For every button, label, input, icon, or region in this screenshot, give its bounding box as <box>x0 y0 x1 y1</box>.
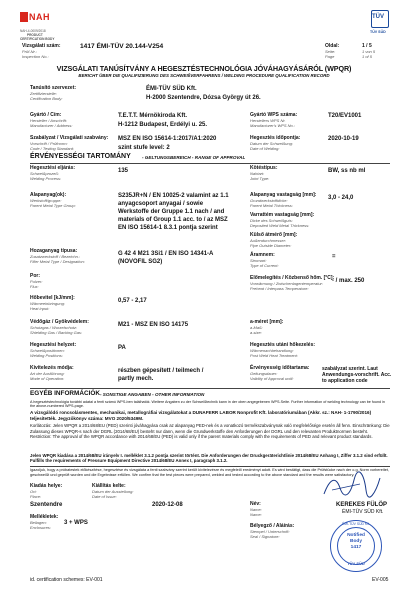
diameter-sub2: Pipe Outside Diameter: <box>250 243 292 248</box>
mode-sub1: Art der Ausführung: <box>30 371 65 376</box>
code-sub1: Vorschrift / Prüfnorm: <box>30 141 68 146</box>
other-info-para-1: A hegesztéstechnológia további adatai a fenti számú WPS-ben találhatók. Weitere Angaben zu der Schweißtechnik kann in der oben angegebenen WPS-Seite. Further information of welding technology can be found in the above-numbered WPS-page. <box>30 400 385 409</box>
a-size-sub1: a-Maß: <box>250 325 263 330</box>
diameter-sub1: Außendurchmesser: <box>250 238 287 243</box>
deposit-sub1: Dicke des Schweißguts: <box>250 218 293 223</box>
joint-type-sub1: Nahtart: <box>250 171 265 176</box>
page-label: Oldal: <box>325 43 340 49</box>
signer-name-sub1: Name: <box>250 507 262 512</box>
thickness-value: 3,0 - 24,0 <box>328 195 354 201</box>
code-label: Szabályzat / Vizsgálati szabvány: <box>30 135 109 141</box>
positions-value: PA <box>118 345 126 351</box>
page-subtitle: BERICHT ÜBER DIE QUALIFIZIERUNG DES SCHWEIßVERFAHRENS / WELDING PROCEDURE QUALIFICATION RECORD <box>78 73 330 78</box>
preheat-sub2: Preheat / Interpass Temperature: <box>250 286 309 291</box>
other-info-para-2: A vizsgálódó roncsolásmentes, mechanikai, metallográfiai vizsgálatokat a DUNAFERR LABOR Nonprofit Kft. laboratóriumában (Akkr. sz.: NAH- 1-1790/2016) teljesítették. Jegyzőkönyv száma: MVO 2020/5349M. <box>30 410 372 421</box>
cert-body-value: ÉMI-TÜV SÜD Kft. <box>146 86 197 92</box>
validity-sub2: Validity of Approval until: <box>250 376 294 381</box>
accreditation-line-2: PRODUCT <box>27 33 43 37</box>
filler-sub1: Zusatzwerkstoff / Bezeichn.: <box>30 254 81 259</box>
parent-metal-value-3: Werkstoffe der Gruppe 1.1 nach / and <box>118 209 225 215</box>
code-value: MSZ EN ISO 15614-1:2017/A1:2020 <box>118 136 217 142</box>
joint-type-label: Kötéstípus: <box>250 165 278 171</box>
positions-sub1: Schweißpositionen: <box>30 348 65 353</box>
thickness-sub2: Parent Metal Thickness: <box>250 203 293 208</box>
parent-metal-value-1: S235JR+N / EN 10025-2 valamint az 1.1 <box>118 193 229 199</box>
wps-label: Gyártó WPS száma: <box>250 112 298 118</box>
cert-no-sub1: Prüf-Nr.: <box>22 49 37 54</box>
page-value: 1 / 5 <box>362 43 372 49</box>
tuv-logo-text: TÜV <box>372 14 384 20</box>
parent-metal-value-4: materials of Group 1.1 acc. to / az MSZ <box>118 217 228 223</box>
current-sub2: Type of Current: <box>250 263 279 268</box>
wps-sub1: Herstellers WPS Nr. <box>250 118 286 123</box>
issue-place-sub1: Ort: <box>30 489 37 494</box>
manufacturer-label: Gyártó / Cím: <box>30 112 62 118</box>
page-title: VIZSGÁLATI TANÚSÍTVÁNY A HEGESZTÉSTECHNOLÓGIA JÓVÁHAGYÁSÁRÓL (WPQR) <box>56 64 352 73</box>
tuv-logo <box>368 10 390 36</box>
mode-value-2: partly mech. <box>118 376 154 382</box>
other-info-para-4: Jelen WPQR kiadása a 2014/68/EU irányelv I. melléklet 3.1.2 pontja szerint történt. Die Anforderungen der Druckgeräterichtlinie 2014/68/EU Anhang I, Ziffer 3.1.2 sind erfüllt. Fulfills the requirements of Pressure Equipment Directive 2014/68/EU Annex I, paragraph 3.1.2. <box>30 453 388 464</box>
signer-name-sub2: Name: <box>250 512 262 517</box>
scheme-code: id. certification schemes: EV-001 <box>30 577 103 583</box>
positions-label: Hegesztési helyzet: <box>30 342 77 348</box>
confirmation-text: Igazoljuk, hogy a próbatestek előkészítése, hegesztése és vizsgálata a fenti szabvány szerint került kivitelezésre és megfelelő eredményt adott. Es wird bestätigt, dass die Prüfstücke nach der o.g. Norm vorbereitet, geschweißt und geprüft wurden und die Ergebnisse erfüllen. We confirm that the test pieces were prepared, welded and tested according to the above standard and the results were satisfactory. <box>30 468 389 477</box>
gas-label: Védőgáz / Gyökvédelem: <box>30 319 89 325</box>
mode-sub2: Mode of Operation: <box>30 376 65 381</box>
stamp-text-3: 1417 <box>350 545 362 550</box>
cert-body-label: Tanúsító szervezet: <box>30 85 77 91</box>
page-value-de: 1 von 5 <box>362 49 376 54</box>
preheat-label: Előmelegítés / Közbenső hőm. [°C]: <box>250 275 335 281</box>
seal-sub1: Stempel / Unterschrift: <box>250 529 290 534</box>
signer-org: ÉMI-TÜV SÜD Kft. <box>342 509 384 515</box>
nah-logo-text: NAH <box>29 12 50 22</box>
parent-metal-value-2: anyagcsoport anyagai / sowie <box>118 201 204 207</box>
code-level: szint stufe level: 2 <box>118 145 170 151</box>
wps-value: T20/EV1001 <box>328 113 362 119</box>
pwht-label: Hegesztés utáni hőkezelés: <box>250 342 316 348</box>
current-label: Áramnem: <box>250 252 275 258</box>
gas-sub2: Shielding Gas / Backing Gas: <box>30 330 83 335</box>
stamp-text-1: Notified <box>347 533 365 538</box>
cert-body-sub2: Certification Body: <box>30 96 63 101</box>
issue-date-value: 2020-12-08 <box>152 502 183 508</box>
preheat-sub1: Vorwärmung / Zwischenlagentemperatur: <box>250 281 323 286</box>
gas-value: M21 - MSZ EN ISO 14175 <box>118 322 189 328</box>
issue-place-sub2: Place: <box>30 494 42 499</box>
weld-date-sub1: Datum der Schweißung: <box>250 141 293 146</box>
a-size-label: a-méret [mm]: <box>250 319 284 325</box>
preheat-value: - / max. 250 <box>332 278 365 284</box>
page-value-en: 1 of 5 <box>362 54 373 59</box>
other-info-divider <box>30 388 390 389</box>
manufacturer-sub2: Manufacturer / Address: <box>30 123 73 128</box>
a-size-sub2: a-size: <box>250 330 262 335</box>
deposit-label: Varrattém vastagság [mm]: <box>250 212 315 218</box>
signer-name-value: KEREKES FÜLÖP <box>336 502 388 508</box>
filler-label: Hozaganyag típusa: <box>30 248 78 254</box>
process-sub2: Welding Process: <box>30 176 62 181</box>
range-divider <box>30 163 390 164</box>
issue-date-sub2: Date of Issue: <box>92 494 117 499</box>
issue-place-label: Kiadás helye: <box>30 483 63 489</box>
issue-date-sub1: Datum der Ausstellung: <box>92 489 134 494</box>
enclosures-value: 3 + WPS <box>64 520 88 526</box>
deposit-sub2: Deposited Weld Metal Thickness: <box>250 223 310 228</box>
parent-metal-sub2: Parent Metal Type Group: <box>30 203 76 208</box>
current-sub1: Stromart: <box>250 258 267 263</box>
heat-input-label: Hőbevitel [kJ/mm]: <box>30 295 75 301</box>
issue-place-value: Szentendre <box>30 502 63 508</box>
thickness-sub1: Grundwerkstoffdicke: <box>250 198 288 203</box>
joint-type-value: BW, ss nb ml <box>328 168 366 174</box>
seal-label: Bélyegző / Aláírás: <box>250 523 295 529</box>
range-subtitle: - GELTUNGSBEREICH - RANGE OF APPROVAL <box>142 155 246 160</box>
weld-date-sub2: Date of Welding: <box>250 146 280 151</box>
cert-body-address: H-2000 Szentendre, Dózsa György út 26. <box>146 95 261 101</box>
parent-metal-label: Alapanyag(ok): <box>30 192 67 198</box>
flux-label: Por: <box>30 273 40 279</box>
page-sub2: Page <box>325 54 335 59</box>
accreditation-line-3: CERTIFICATION BODY <box>20 37 55 41</box>
heat-input-value: 0,57 - 2,17 <box>118 298 147 304</box>
pwht-sub1: Wärmenachbehandlung: <box>250 348 294 353</box>
process-value: 135 <box>118 168 129 174</box>
gas-sub1: Schutzgas / Wurzelschutz: <box>30 325 78 330</box>
cert-body-sub1: Zertifizierstelle: <box>30 91 57 96</box>
validity-label: Érvényesség időtartama: <box>250 365 310 371</box>
enclosures-sub1: Beilagen: <box>30 520 47 525</box>
filler-value-2: (NOVOFIL SG2) <box>118 259 163 265</box>
form-code: EV-005 <box>372 577 389 583</box>
pwht-sub2: Post Weld Heat Treatment: <box>250 353 298 358</box>
nah-logo <box>20 12 50 28</box>
tuv-logo-subtext: TÜV SÜD <box>370 30 386 34</box>
enclosures-label: Mellékletek: <box>30 514 59 520</box>
thickness-label: Alapanyag vastagság [mm]: <box>250 192 317 198</box>
joint-type-sub2: Joint Type: <box>250 176 270 181</box>
heat-input-sub1: Wärmeeinbringung: <box>30 301 65 306</box>
mode-label: Kivitelezés módja: <box>30 365 74 371</box>
validity-value: szabályzat szerint. Laut Anwendungs-vorschrift. Acc. to application code <box>322 366 392 385</box>
page-sub1: Seite: <box>325 49 336 54</box>
other-info-para-3: Korlátozás: Jelen WPQR a 2014/68/EU (PED) szerinti jóváhagyása csak az alapanyag PED-nek és a vonatkozó termékszabványnak való megfelelősége esetén áll fenn. Einschränkung: Die Zulassung dieses WPQR-s nach der DGRL (2014/68/EU) besteht nur dann, wenn die Grundwerkstoffe den Anforderungen der DGRL und den relevanten Produktnormen besteht. Restriction: The approval of the WPQR accordance with 2014/68/EU (PED) is valid only if the parent materials comply with the requirements of PED and relevant product standards. <box>30 423 390 440</box>
diameter-label: Külső átmérő [mm]: <box>250 232 298 238</box>
stamp-text-2: Body <box>350 539 362 544</box>
weld-date-label: Hegesztés időpontja: <box>250 135 301 141</box>
stamp-text-4: TÜV SÜD <box>347 561 365 566</box>
notified-body-stamp <box>330 520 382 572</box>
issue-date-label: Kiállítás kelte: <box>92 483 126 489</box>
signer-name-label: Név: <box>250 501 261 507</box>
wps-sub2: Manufacturer's WPS No.: <box>250 123 295 128</box>
positions-sub2: Welding Positions: <box>30 353 63 358</box>
heat-input-sub2: Heat input: <box>30 306 50 311</box>
other-info-title: EGYÉB INFORMÁCIÓK <box>30 390 100 397</box>
filler-sub2: Filler Metal Type / Designation: <box>30 259 85 264</box>
process-sub1: Schweißprozeß: <box>30 171 59 176</box>
seal-sub2: Seal / Signature: <box>250 534 280 539</box>
flux-sub2: Flux: <box>30 284 39 289</box>
parent-metal-sub1: Werkstoff/gruppe: <box>30 198 62 203</box>
mode-value-1: részben gépesített / teilmech / <box>118 368 204 374</box>
parent-metal-value-5: EN ISO 15614-1 8.3.1 pontja szerint <box>118 225 218 231</box>
cert-no-value: 1417 ÉMI-TÜV 20.144-V254 <box>80 43 164 50</box>
enclosures-sub2: Enclosures: <box>30 525 51 530</box>
cert-no-label: Vizsgálati szám: <box>22 43 61 49</box>
range-title: ÉRVÉNYESSÉGI TARTOMÁNY <box>30 153 131 160</box>
stamp-text-5: ÉMI-TÜV SÜD Kft. <box>341 522 371 526</box>
manufacturer-value: T.E.T.T. Mérnökiroda Kft. <box>118 113 188 119</box>
process-label: Hegesztési eljárás: <box>30 165 76 171</box>
accreditation-line-1: NAH-4-0009/2018 <box>20 29 46 33</box>
confirm-divider <box>30 466 390 467</box>
manufacturer-address: H-1212 Budapest, Erdélyi u. 25. <box>118 122 208 128</box>
cert-no-sub2: Inspection No.: <box>22 54 49 59</box>
weld-date-value: 2020-10-19 <box>328 136 359 142</box>
other-info-subtitle: - SONSTIGE ANGABEN - OTHER INFORMATION <box>100 392 205 397</box>
filler-value-1: G 42 4 M21 3Si1 / EN ISO 14341-A <box>118 251 214 257</box>
flux-sub1: Pulver: <box>30 279 43 284</box>
validity-sub1: Geltungsdauer: <box>250 371 278 376</box>
current-value: = <box>332 254 336 260</box>
manufacturer-sub1: Hersteller / Anschrift: <box>30 118 67 123</box>
code-sub2: Code / Testing Standard: <box>30 146 75 151</box>
handwritten-signature <box>320 470 384 500</box>
